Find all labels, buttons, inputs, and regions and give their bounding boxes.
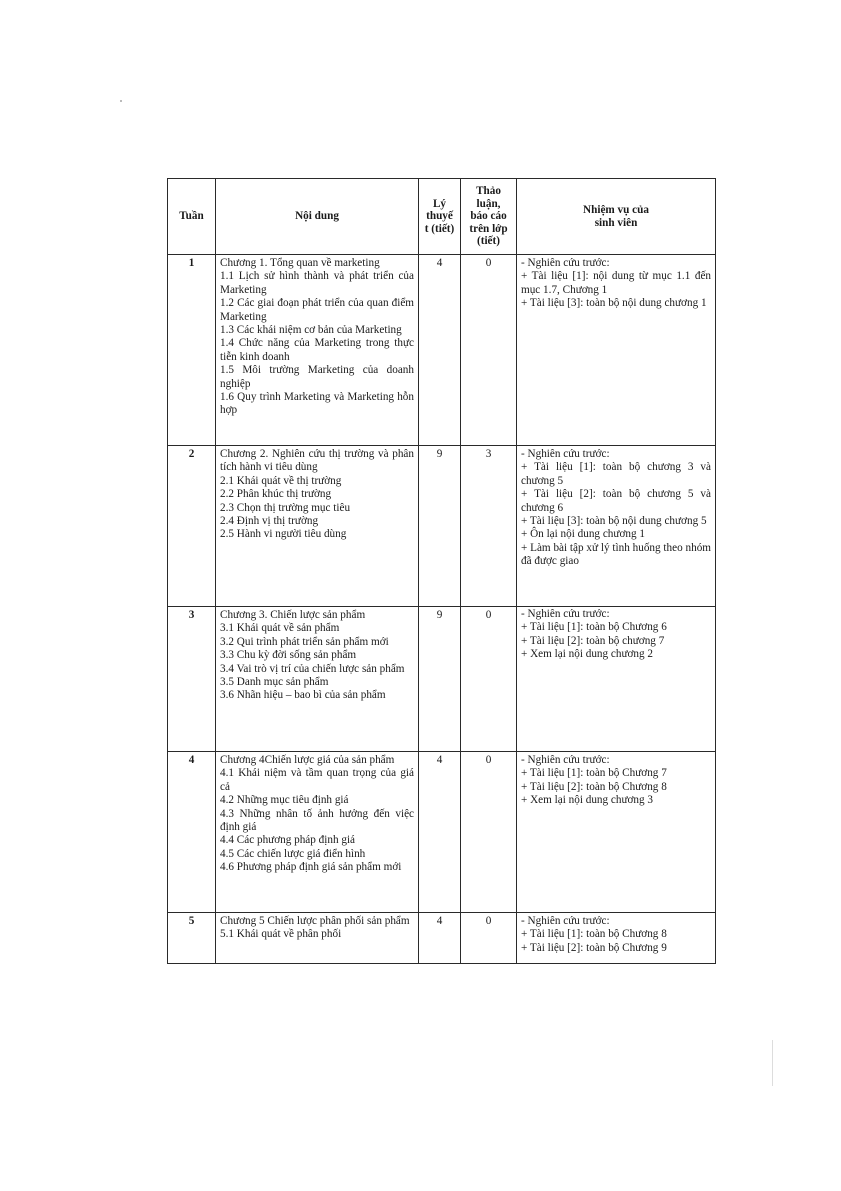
- content-line: Chương 3. Chiến lược sản phẩm: [220, 609, 366, 621]
- discussion-hours: 0: [461, 607, 517, 752]
- task-cell: [517, 913, 716, 964]
- content-line: 3.3 Chu kỳ đời sống sản phẩm: [220, 649, 357, 662]
- header-discussion: [461, 179, 517, 255]
- scan-speck: [120, 100, 122, 102]
- table-row: [168, 255, 716, 446]
- task-line: + Xem lại nội dung chương 3: [521, 794, 654, 807]
- content-line: 2.5 Hành vi người tiêu dùng: [220, 528, 347, 541]
- task-line: + Tài liệu [2]: toàn bộ Chương 9: [521, 941, 667, 954]
- task-cell: [517, 446, 716, 607]
- week-number: 1: [168, 255, 216, 446]
- task-line: + Tài liệu [1]: toàn bộ Chương 6: [521, 621, 667, 634]
- content-line: 2.1 Khái quát về thị trường: [220, 474, 342, 487]
- header-discussion-line: báo cáo: [470, 210, 507, 223]
- table-row: [168, 752, 716, 913]
- content-line: 3.4 Vai trò vị trí của chiến lược sản phẩm: [220, 662, 405, 675]
- task-line: + Tài liệu [1]: toàn bộ Chương 7: [521, 767, 667, 780]
- content-line: 4.2 Những mục tiêu định giá: [220, 794, 349, 807]
- header-theory-line: t (tiết): [424, 222, 455, 235]
- content-cell: [216, 255, 419, 446]
- header-row: [168, 179, 716, 255]
- content-cell: [216, 913, 419, 964]
- table-row: [168, 913, 716, 964]
- week-number: 5: [168, 913, 216, 964]
- header-theory-line: Lý: [432, 197, 447, 210]
- table-row: [168, 446, 716, 607]
- content-line: Chương 1. Tổng quan về marketing: [220, 257, 380, 269]
- task-line: + Tài liệu [2]: toàn bộ chương 7: [521, 634, 665, 647]
- header-tasks-line: Nhiệm vụ của: [583, 203, 649, 216]
- header-tasks: [517, 179, 716, 255]
- task-line: + Làm bài tập xử lý tình huống theo nhóm đã được giao: [521, 541, 711, 568]
- header-discussion-line: luận,: [476, 197, 501, 210]
- task-cell: [517, 607, 716, 752]
- content-line: 3.5 Danh mục sản phẩm: [220, 676, 329, 689]
- content-line: 1.2 Các giai đoạn phát triển của quan điểm Marketing: [220, 297, 414, 323]
- theory-hours: 9: [419, 607, 461, 752]
- content-line: 4.6 Phương pháp định giá sản phẩm mới: [220, 861, 402, 874]
- content-line: 5.1 Khái quát về phân phối: [220, 928, 342, 941]
- task-line: + Tài liệu [1]: toàn bộ chương 3 và chương 5: [521, 461, 711, 487]
- task-line: + Tài liệu [2]: toàn bộ chương 5 và chương 6: [521, 488, 711, 514]
- discussion-hours: 0: [461, 913, 517, 964]
- content-line: 4.3 Những nhân tố ảnh hưởng đến việc định giá: [220, 807, 414, 834]
- content-line: Chương 4Chiến lược giá của sản phẩm: [220, 754, 395, 766]
- content-line: 1.1 Lịch sử hình thành và phát triển của Marketing: [220, 270, 414, 296]
- task-line: - Nghiên cứu trước:: [521, 448, 610, 460]
- content-line: Chương 5 Chiến lược phân phối sản phẩm: [220, 915, 410, 927]
- task-line: + Tài liệu [3]: toàn bộ nội dung chương 1: [521, 297, 707, 310]
- task-line: + Tài liệu [1]: nội dung từ mục 1.1 đến mục 1.7, Chương 1: [521, 270, 711, 296]
- header-discussion-line: Thảo: [476, 185, 501, 198]
- header-discussion-line: (tiết): [477, 235, 500, 248]
- content-line: 2.4 Định vị thị trường: [220, 515, 319, 528]
- content-line: 1.3 Các khái niệm cơ bản của Marketing: [220, 324, 402, 337]
- theory-hours: 9: [419, 446, 461, 607]
- table-row: [168, 607, 716, 752]
- content-line: 1.6 Quy trình Marketing và Marketing hỗn hợp: [220, 391, 414, 417]
- content-cell: [216, 446, 419, 607]
- discussion-hours: 0: [461, 255, 517, 446]
- theory-hours: 4: [419, 752, 461, 913]
- content-line: 3.1 Khái quát về sản phẩm: [220, 622, 340, 635]
- discussion-hours: 3: [461, 446, 517, 607]
- discussion-hours: 0: [461, 752, 517, 913]
- content-line: 1.4 Chức năng của Marketing trong thực tiễn kinh doanh: [220, 337, 414, 363]
- task-line: + Tài liệu [2]: toàn bộ Chương 8: [521, 780, 667, 793]
- theory-hours: 4: [419, 913, 461, 964]
- header-theory: [419, 179, 461, 255]
- week-number: 3: [168, 607, 216, 752]
- header-tasks-line: sinh viên: [594, 216, 638, 229]
- content-line: 3.2 Qui trình phát triển sản phẩm mới: [220, 635, 389, 648]
- content-line: 2.3 Chọn thị trường mục tiêu: [220, 501, 351, 514]
- task-line: + Xem lại nội dung chương 2: [521, 648, 654, 661]
- content-line: 1.5 Môi trường Marketing của doanh nghiệp: [220, 364, 414, 390]
- week-number: 2: [168, 446, 216, 607]
- task-cell: [517, 255, 716, 446]
- header-theory-line: thuyế: [426, 210, 453, 223]
- content-line: 4.4 Các phương pháp định giá: [220, 834, 356, 847]
- content-cell: [216, 607, 419, 752]
- content-line: 2.2 Phân khúc thị trường: [220, 488, 332, 501]
- theory-hours: 4: [419, 255, 461, 446]
- task-line: + Tài liệu [3]: toàn bộ nội dung chương 5: [521, 515, 707, 528]
- scan-edge-mark: [772, 1040, 773, 1086]
- header-week: Tuần: [168, 179, 216, 255]
- task-line: - Nghiên cứu trước:: [521, 608, 610, 620]
- header-discussion-line: trên lớp: [469, 222, 508, 235]
- content-cell: [216, 752, 419, 913]
- task-line: - Nghiên cứu trước:: [521, 915, 610, 927]
- header-content: Nội dung: [216, 179, 419, 255]
- content-line: 3.6 Nhãn hiệu – bao bì của sản phẩm: [220, 689, 386, 702]
- task-line: - Nghiên cứu trước:: [521, 257, 610, 269]
- week-number: 4: [168, 752, 216, 913]
- content-line: 4.5 Các chiến lược giá điển hình: [220, 847, 366, 860]
- task-line: + Tài liệu [1]: toàn bộ Chương 8: [521, 928, 667, 941]
- task-cell: [517, 752, 716, 913]
- task-line: - Nghiên cứu trước:: [521, 754, 610, 766]
- task-line: + Ôn lại nội dung chương 1: [521, 528, 645, 541]
- course-schedule-table: [167, 178, 716, 964]
- content-line: Chương 2. Nghiên cứu thị trường và phân tích hành vi tiêu dùng: [220, 448, 414, 474]
- content-line: 4.1 Khái niệm và tầm quan trọng của giá cả: [220, 767, 414, 793]
